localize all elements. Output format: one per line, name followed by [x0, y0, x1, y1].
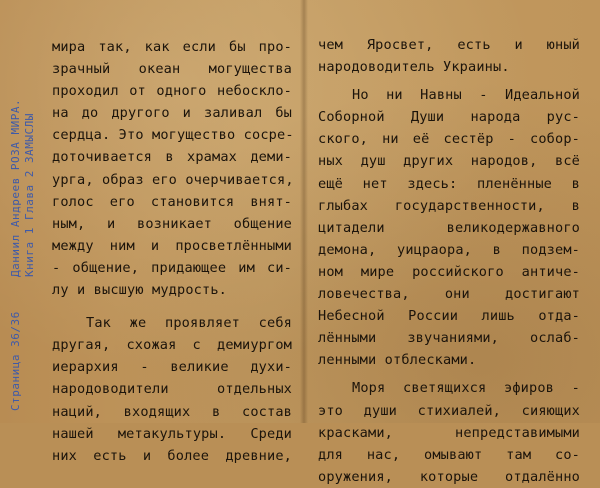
page-label: Страница 36/36 [9, 311, 22, 411]
text-line: цитадели великодержавного [318, 219, 580, 236]
text-line: для нас, омывают там со- [318, 446, 580, 463]
page-fold-shadow [300, 0, 308, 423]
text-line: наций, входящих в состав [52, 403, 292, 420]
text-line: зрачный океан могущества [52, 61, 292, 78]
text-line: мира так, как если бы про- [52, 39, 292, 55]
text-line: лёнными звучаниями, ослаб- [318, 330, 580, 347]
text-line: ленными отблесками. [318, 352, 477, 369]
left-text-column [52, 36, 292, 467]
text-line: голос его становится внят- [52, 193, 292, 210]
text-line: между ним и просветлёнными [52, 237, 292, 254]
text-line: Но ни Навны - Идеальной [352, 87, 580, 104]
text-line: Моря светящихся эфиров - [352, 380, 580, 397]
text-line: чем Яросвет, есть и юный [318, 37, 580, 53]
text-line: ещё нет здесь: пленённые в [318, 175, 580, 192]
text-line: ловечества, они достигают [318, 286, 580, 303]
text-line: другая, схожая с демиургом [52, 337, 292, 354]
text-line: нашей метакультуры. Среди [52, 425, 292, 442]
text-line: ном мире российского античе- [318, 263, 580, 280]
text-line: глыбах государственности, в [318, 197, 580, 214]
text-line: на до другого и заливал бы [52, 105, 292, 122]
side-header [0, 0, 46, 423]
text-line: Соборной Души народа рус- [318, 109, 580, 126]
text-line: них есть и более древние, [52, 447, 292, 464]
book-chapter: Книга 1 Глава 2 ЗАМЫСЛЫ [23, 113, 36, 277]
text-line: Небесной России лишь отда- [318, 308, 580, 325]
text-line: доточивается в храмах деми- [52, 149, 292, 166]
text-line: красками, непредставимыми [318, 424, 580, 441]
text-line: сердца. Это могущество сосре- [52, 127, 294, 144]
text-line: лу и высшую мудрость. [52, 282, 228, 299]
text-line: демона, уицраора, в подзем- [318, 241, 580, 258]
author-title: Даниил Андреев РОЗА МИРА. [9, 98, 22, 277]
right-text-column [318, 34, 580, 488]
text-line: урга, образ его очерчивается, [52, 171, 294, 188]
text-line: Так же проявляет себя [86, 315, 292, 332]
text-line: народоводитель Украины. [318, 59, 510, 76]
text-line: ным, и возникает общение [52, 215, 292, 232]
text-line: ных душ других народов, всё [318, 153, 580, 170]
text-line: это души стихиалей, сияющих [318, 402, 580, 419]
text-line: - общение, придающее им си- [52, 259, 292, 276]
text-line: оружения, которые отдалённо [318, 468, 580, 485]
text-line: народоводители отдельных [52, 381, 292, 398]
text-line: иерархия - великие духи- [52, 359, 292, 376]
text-line: проходил от одного небоскло- [52, 83, 292, 100]
text-line: ского, ни её сестёр - собор- [318, 131, 580, 148]
